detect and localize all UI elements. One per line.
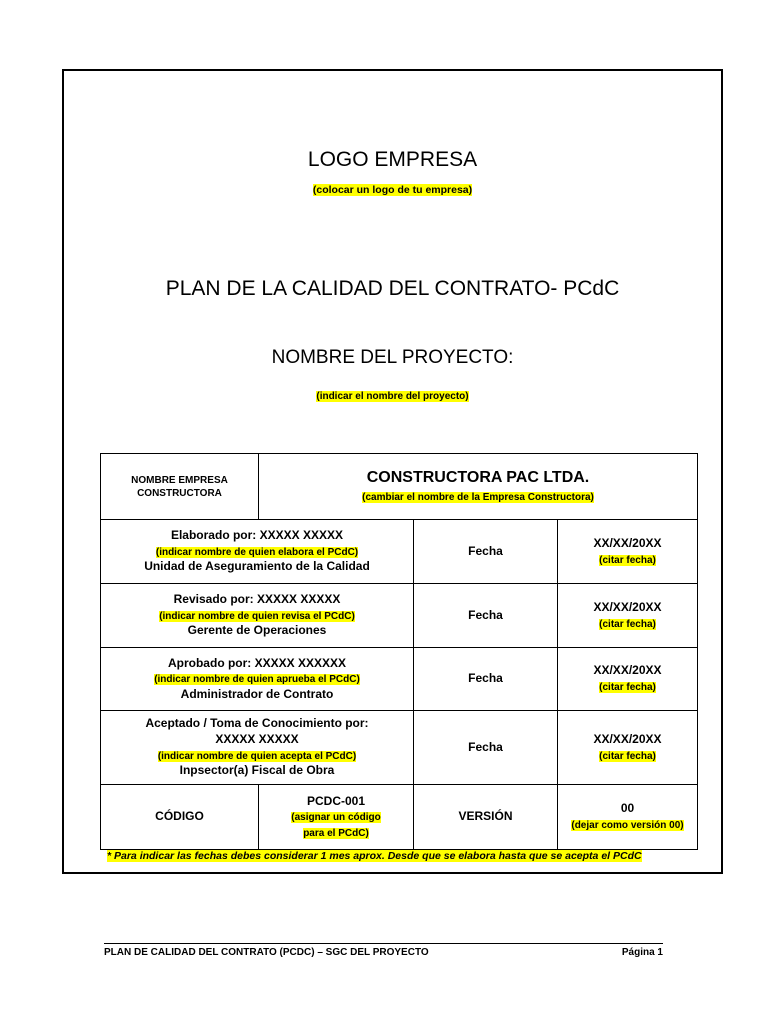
- fecha-label: Fecha: [414, 584, 558, 648]
- code-label: CÓDIGO: [101, 785, 259, 850]
- table-row: [101, 520, 698, 584]
- logo-placeholder-note-wrap: [64, 184, 721, 196]
- date-value: XX/XX/20XX: [593, 663, 662, 678]
- project-name-note: (indicar el nombre del proyecto): [316, 391, 469, 402]
- table-row: [101, 584, 698, 648]
- fecha-label: Fecha: [414, 520, 558, 584]
- project-name-title: NOMBRE DEL PROYECTO:: [271, 347, 514, 368]
- approval-table: [100, 453, 698, 850]
- signer-cell: [101, 520, 414, 584]
- signer-role: Administrador de Contrato: [180, 686, 334, 701]
- signer-name-line1: Aceptado / Toma de Conocimiento por:: [145, 716, 369, 731]
- date-note: (citar fecha): [599, 554, 656, 566]
- signer-note: (indicar nombre de quien acepta el PCdC): [157, 750, 357, 762]
- signer-note: (indicar nombre de quien aprueba el PCdC): [154, 674, 360, 686]
- document-title: PLAN DE LA CALIDAD DEL CONTRATO- PCdC: [165, 277, 620, 300]
- signer-name: Elaborado por: XXXXX XXXXX: [170, 528, 344, 543]
- version-value-cell: [558, 785, 698, 850]
- table-row: [101, 711, 698, 785]
- code-note-line2: para el PCdC): [303, 827, 369, 839]
- date-value: XX/XX/20XX: [593, 599, 662, 614]
- logo-placeholder-note: (colocar un logo de tu empresa): [312, 184, 473, 196]
- signer-role: Unidad de Aseguramiento de la Calidad: [144, 559, 370, 574]
- version-label: VERSIÓN: [414, 785, 558, 850]
- signer-name: Aprobado por: XXXXX XXXXXX: [167, 655, 347, 670]
- signer-cell: [101, 584, 414, 648]
- footnote: * Para indicar las fechas debes considerar 1 mes aprox. Desde que se elabora hasta que se acepta el PCdC: [107, 850, 642, 862]
- page-number: Página 1: [621, 947, 663, 958]
- code-value: PCDC-001: [306, 793, 366, 808]
- date-value: XX/XX/20XX: [593, 535, 662, 550]
- company-label-line2: CONSTRUCTORA: [137, 487, 222, 499]
- date-cell: [558, 584, 698, 648]
- date-note: (citar fecha): [599, 750, 656, 762]
- company-row: [101, 454, 698, 520]
- signer-note: (indicar nombre de quien revisa el PCdC): [159, 610, 355, 622]
- signer-role: Inpsector(a) Fiscal de Obra: [179, 763, 335, 778]
- footnote-wrap: [107, 850, 642, 862]
- company-label-line1: NOMBRE EMPRESA: [131, 474, 228, 486]
- signer-note: (indicar nombre de quien elabora el PCdC): [155, 546, 359, 558]
- date-cell: [558, 711, 698, 785]
- date-note: (citar fecha): [599, 682, 656, 693]
- company-label-cell: [101, 454, 259, 520]
- logo-placeholder-title: LOGO EMPRESA: [307, 148, 478, 171]
- cover-frame: [62, 69, 723, 874]
- signer-name-line2: XXXXX XXXXX: [215, 731, 299, 746]
- code-row: [101, 785, 698, 850]
- project-name-note-wrap: [64, 391, 721, 402]
- date-cell: [558, 520, 698, 584]
- code-value-cell: [259, 785, 414, 850]
- signer-cell: [101, 648, 414, 711]
- fecha-label: Fecha: [414, 711, 558, 785]
- table-row: [101, 648, 698, 711]
- date-note: (citar fecha): [599, 618, 656, 630]
- company-name-note: (cambiar el nombre de la Empresa Constructora): [362, 492, 594, 504]
- company-name: CONSTRUCTORA PAC LTDA.: [366, 469, 590, 487]
- page-footer: [104, 943, 663, 958]
- date-cell: [558, 648, 698, 711]
- code-note-line1: (asignar un código: [291, 812, 381, 824]
- footer-document-title: PLAN DE CALIDAD DEL CONTRATO (PCDC) – SGC DEL PROYECTO: [104, 947, 429, 958]
- fecha-label: Fecha: [414, 648, 558, 711]
- version-note: (dejar como versión 00): [571, 820, 684, 831]
- signer-name: Revisado por: XXXXX XXXXX: [173, 592, 341, 607]
- date-value: XX/XX/20XX: [593, 731, 662, 746]
- version-value: 00: [620, 801, 635, 816]
- signer-role: Gerente de Operaciones: [187, 623, 327, 638]
- company-name-cell: [259, 454, 698, 520]
- signer-cell: [101, 711, 414, 785]
